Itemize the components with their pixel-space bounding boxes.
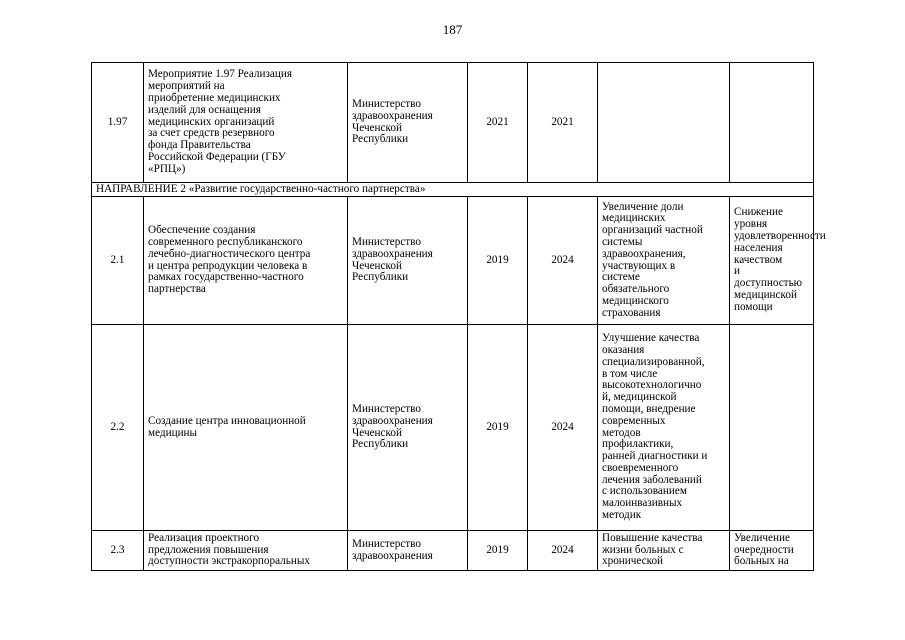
event-name: Реализация проектного предложения повышения доступности экстракорпоральных	[144, 531, 348, 571]
row-number: 1.97	[92, 63, 144, 183]
consequence: Увеличение очередности больных на	[730, 531, 814, 571]
executor: Министерство здравоохранения Чеченской Республики	[348, 197, 468, 325]
start-year: 2019	[468, 325, 528, 531]
event-name: Мероприятие 1.97 Реализация мероприятий на приобретение медицинских изделий для оснащения медицинских организаций за счет средств резервного фонда Правительства Российской Федерации (ГБУ «РПЦ»)	[144, 63, 348, 183]
table-row	[92, 197, 814, 325]
expected-result	[598, 63, 730, 183]
expected-result: Улучшение качества оказания специализированной, в том числе высокотехнологично й, медицинской помощи, внедрение современных методов профилактики, ранней диагностики и своевременного лечения заболеваний с использованием малоинвазивных методик	[598, 325, 730, 531]
end-year: 2024	[528, 325, 598, 531]
executor: Министерство здравоохранения	[348, 531, 468, 571]
start-year: 2019	[468, 197, 528, 325]
executor: Министерство здравоохранения Чеченской Республики	[348, 63, 468, 183]
row-number: 2.2	[92, 325, 144, 531]
consequence: Снижение уровня удовлетворенности населения качеством и доступностью медицинской помощи	[730, 197, 814, 325]
table-row	[92, 531, 814, 571]
event-name: Обеспечение создания современного республиканского лечебно-диагностического центра и центра репродукции человека в рамках государственно-частного партнерства	[144, 197, 348, 325]
end-year: 2021	[528, 63, 598, 183]
measures-table	[91, 62, 826, 571]
row-number: 2.3	[92, 531, 144, 571]
consequence	[730, 63, 814, 183]
table-row	[92, 63, 814, 183]
expected-result: Повышение качества жизни больных с хронической	[598, 531, 730, 571]
expected-result: Увеличение доли медицинских организаций частной системы здравоохранения, участвующих в системе обязательного медицинского страхования	[598, 197, 730, 325]
table-row	[92, 325, 814, 531]
start-year: 2021	[468, 63, 528, 183]
page-number: 187	[442, 22, 463, 37]
row-number: 2.1	[92, 197, 144, 325]
event-name: Создание центра инновационной медицины	[144, 325, 348, 531]
consequence	[730, 325, 814, 531]
end-year: 2024	[528, 197, 598, 325]
direction-row	[92, 183, 814, 197]
end-year: 2024	[528, 531, 598, 571]
start-year: 2019	[468, 531, 528, 571]
executor: Министерство здравоохранения Чеченской Республики	[348, 325, 468, 531]
direction-heading: НАПРАВЛЕНИЕ 2 «Развитие государственно-частного партнерства»	[92, 183, 814, 197]
